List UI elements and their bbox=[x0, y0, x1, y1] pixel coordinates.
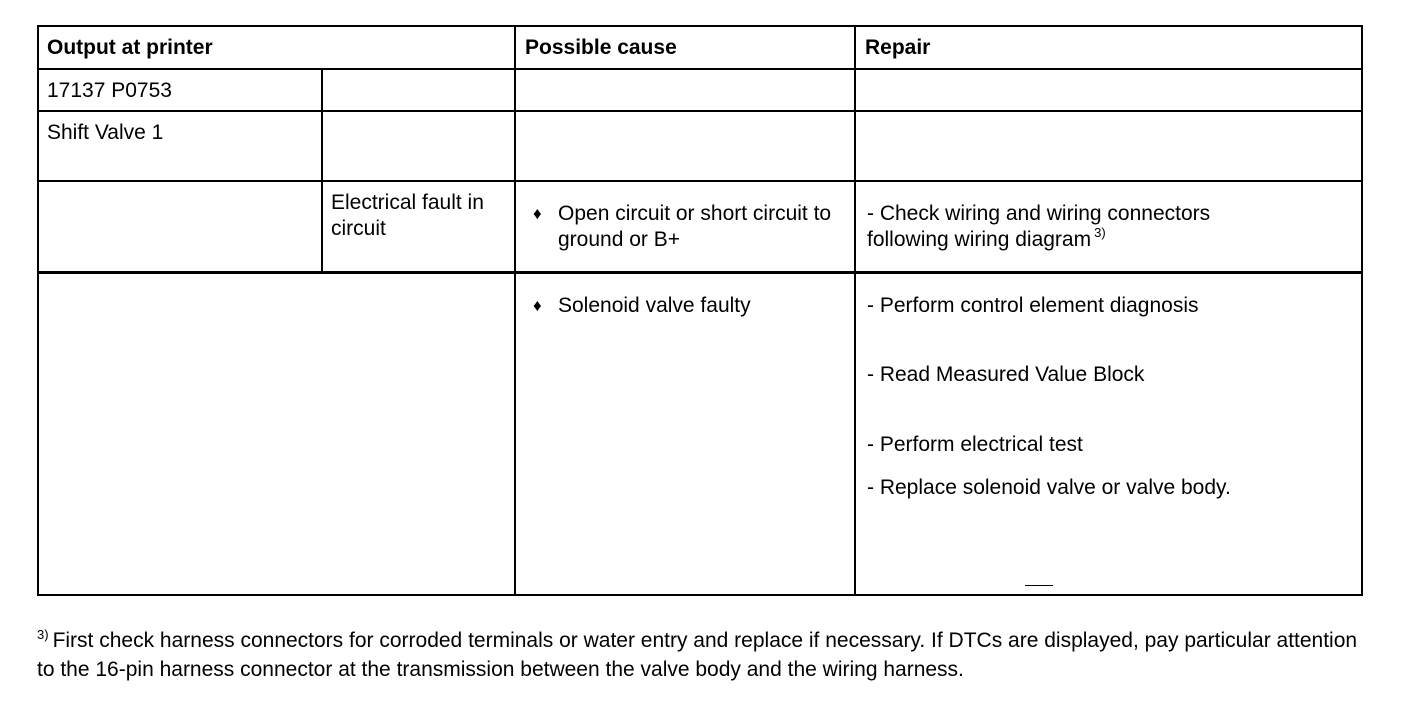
bullet-icon: ♦ bbox=[533, 296, 542, 315]
bullet-icon: ♦ bbox=[533, 204, 542, 223]
repair-check-wiring bbox=[867, 201, 1287, 255]
repair-read-measured-value-block: - Read Measured Value Block bbox=[867, 363, 1145, 386]
row-divider-3 bbox=[37, 180, 1363, 182]
footnote-reference: 3) bbox=[1094, 225, 1106, 240]
cause-solenoid-faulty: Solenoid valve faulty bbox=[558, 294, 751, 317]
component-name: Shift Valve 1 bbox=[47, 121, 164, 144]
header-repair: Repair bbox=[865, 36, 931, 59]
header-output-at-printer: Output at printer bbox=[47, 36, 213, 59]
footnote-text: First check harness connectors for corroded terminals or water entry and replace if necessary. If DTCs are displayed, pay particular attention to the 16-pin harness connector at the transmission between the valve body and the wiring harness. bbox=[37, 629, 1358, 681]
fault-description: Electrical fault in circuit bbox=[331, 191, 484, 240]
row-divider-4 bbox=[37, 271, 1363, 274]
repair-electrical-test: - Perform electrical test bbox=[867, 433, 1083, 456]
footnote-marker: 3) bbox=[37, 627, 49, 642]
fault-code: 17137 P0753 bbox=[47, 79, 172, 102]
row-divider-1 bbox=[37, 68, 1363, 70]
cause-open-circuit: Open circuit or short circuit to ground or B+ bbox=[558, 202, 832, 251]
repair-control-element-diagnosis: - Perform control element diagnosis bbox=[867, 294, 1199, 317]
footnote bbox=[37, 627, 1367, 683]
header-possible-cause: Possible cause bbox=[525, 36, 677, 59]
table-border-bottom bbox=[37, 594, 1363, 596]
col-divider-1 bbox=[321, 69, 323, 273]
repair-check-wiring-text: - Check wiring and wiring connectors following wiring diagram bbox=[867, 202, 1211, 251]
table-border-top bbox=[37, 25, 1363, 27]
row-divider-2 bbox=[37, 110, 1363, 112]
repair-replace-solenoid: - Replace solenoid valve or valve body. bbox=[867, 476, 1231, 499]
dash-mark bbox=[1025, 585, 1053, 586]
diagnostic-table bbox=[37, 25, 1363, 596]
